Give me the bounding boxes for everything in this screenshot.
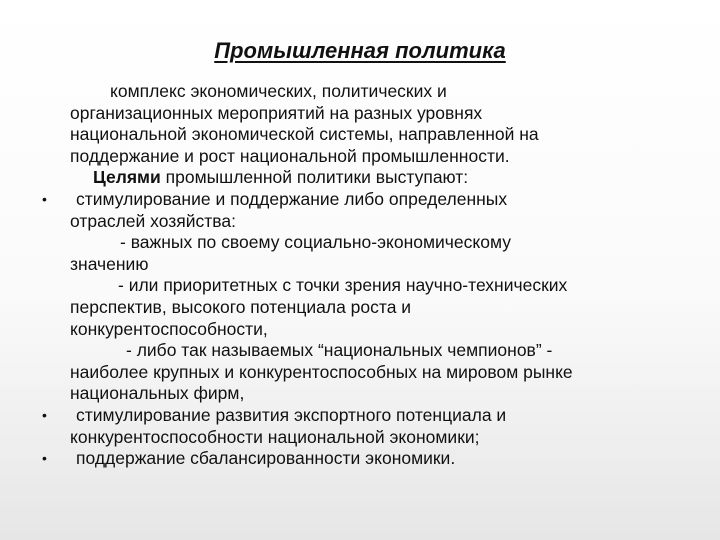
goals-heading [40, 167, 680, 189]
intro-line-3: национальной экономической системы, направленной на [70, 124, 539, 145]
intro-line-4: поддержание и рост национальной промышленности. [70, 145, 510, 166]
bullet-icon: • [42, 190, 47, 207]
bullet-item-1-text: стимулирование и поддержание либо определенных [76, 188, 508, 209]
bullet-item-1-cont: отраслей хозяйства: [70, 210, 236, 231]
bullet-item-3-text: поддержание сбалансированности экономики. [76, 448, 456, 469]
bullet-icon: • [42, 450, 47, 467]
sub-item-1-cont: значению [70, 253, 149, 274]
sub-item-2-cont-2: конкурентоспособности, [70, 318, 268, 339]
intro-line-2: организационных мероприятий на разных уровнях [70, 102, 483, 123]
slide-body [40, 81, 680, 470]
slide-title: Промышленная политика [214, 38, 506, 63]
bullet-item-3 [40, 448, 680, 470]
sub-item-3-cont-1: наиболее крупных и конкурентоспособных на мировом рынке [70, 361, 573, 382]
bullet-item-2-text: стимулирование развития экспортного потенциала и [76, 404, 507, 425]
sub-item-3-cont-2: национальных фирм, [70, 383, 245, 404]
bullet-item-2-cont: конкурентоспособности национальной экономики; [70, 426, 480, 447]
bullet-item-2 [40, 405, 680, 427]
sub-item-3: - либо так называемых “национальных чемпионов” - [126, 340, 553, 361]
goals-heading-bold: Целями [93, 167, 161, 188]
intro-line-1: комплекс экономических, политических и [110, 81, 447, 101]
bullet-item-1 [40, 189, 680, 211]
goals-heading-rest: промышленной политики выступают: [160, 167, 469, 188]
bullet-icon: • [42, 406, 47, 423]
sub-item-2-cont-1: перспектив, высокого потенциала роста и [70, 296, 412, 317]
sub-item-1: - важных по своему социально-экономическому [120, 232, 511, 253]
sub-item-2: - или приоритетных с точки зрения научно-технических [118, 275, 568, 296]
